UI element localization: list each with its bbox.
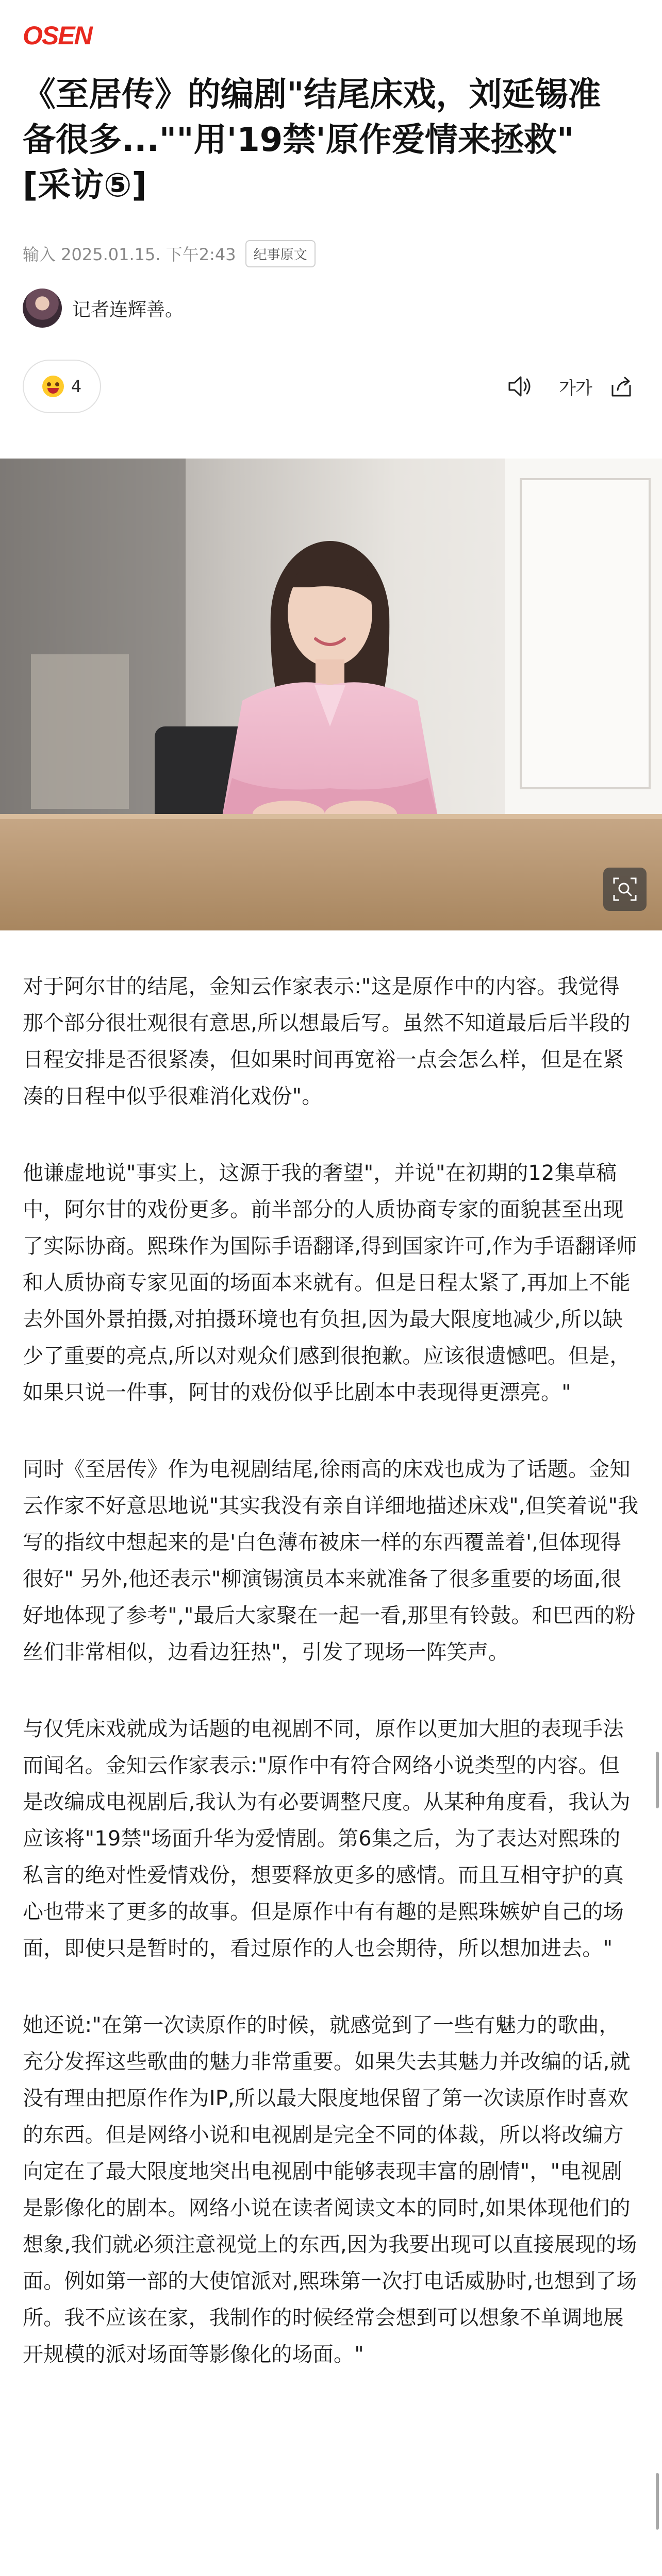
author-avatar <box>23 289 62 328</box>
article-paragraph: 对于阿尔甘的结尾，金知云作家表示:"这是原作中的内容。我觉得那个部分很壮观很有意思,所以想最后写。虽然不知道最后后半段的日程安排是否很紧凑，但如果时间再宽裕一点会怎么样，但是在紧凑的日程中似乎很难消化戏份"。 <box>23 975 631 1108</box>
category-tag[interactable]: 纪事原文 <box>245 240 316 267</box>
scrollbar-thumb-secondary[interactable] <box>656 2473 659 2530</box>
site-header <box>0 0 662 77</box>
article-paragraph: 他谦虚地说"事实上，这源于我的奢望"，并说"在初期的12集草稿中，阿尔甘的戏份更多。前半部分的人质协商专家的面貌甚至出现了实际协商。熙珠作为国际手语翻译,得到国家许可,作为手语翻译师和人质协商专家见面的场面本来就有。但是日程太紧了,再加上不能去外国外景拍摄,对拍摄环境也有负担,因为最大限度地减少,所以缺少了重要的亮点,所以对观众们感到很抱歉。应该很遗憾吧。但是，如果只说一件事，阿甘的戏份似乎比剧本中表现得更漂亮。" <box>23 1161 637 1404</box>
article-title: 《至居传》的编剧"结尾床戏，刘延锡准备很多...""用'19禁'原作爱情来拯救" [采访⑤] <box>23 76 601 205</box>
zoom-button[interactable] <box>603 868 647 911</box>
scrollbar-thumb[interactable] <box>656 1752 659 1808</box>
font-size-icon: 가가 <box>559 378 592 399</box>
share-icon <box>609 375 633 398</box>
reaction-button[interactable] <box>23 360 101 413</box>
reaction-count: 4 <box>71 377 82 396</box>
article-meta <box>23 238 316 269</box>
article-toolbar <box>23 360 639 413</box>
grinning-face-icon <box>42 376 64 397</box>
article-paragraph: 与仅凭床戏就成为话题的电视剧不同，原作以更加大胆的表现手法而闻名。金知云作家表示:"原作中有符合网络小说类型的内容。但是改编成电视剧后,我认为有必要调整尺度。从某种角度看，我认为应该将"19禁"场面升华为爱情剧。第6集之后，为了表达对熙珠的私言的绝对性爱情戏份，想要释放更多的感情。而且互相守护的真心也带来了更多的故事。但是原作中有有趣的是熙珠嫉妒自己的场面，即使只是暂时的，看过原作的人也会期待，所以想加进去。" <box>23 1717 631 1960</box>
speaker-icon <box>507 375 533 398</box>
site-logo[interactable]: OSEN <box>23 21 92 50</box>
article-paragraph: 她还说:"在第一次读原作的时候，就感觉到了一些有魅力的歌曲，充分发挥这些歌曲的魅力非常重要。如果失去其魅力并改编的话,就没有理由把原作作为IP,所以最大限度地保留了第一次读原作时喜欢的东西。但是网络小说和电视剧是完全不同的体裁，所以将改编方向定在了最大限度地突出电视剧中能够表现丰富的剧情"，"电视剧是影像化的剧本。网络小说在读者阅读文本的同时,如果体现他们的想象,我们就必须注意视觉上的东西,因为我要出现可以直接展现的场面。例如第一部的大使馆派对,熙珠第一次打电话威胁时,也想到了场所。我不应该在家，我制作的时候经常会想到可以想象不单调地展开规模的派对场面等影像化的场面。" <box>23 2013 637 2366</box>
author-byline[interactable] <box>23 289 184 328</box>
article-body <box>23 969 639 2413</box>
author-name: 记者连辉善。 <box>72 299 184 320</box>
published-time: 输入 2025.01.15. 下午2:43 <box>23 245 236 264</box>
font-size-button[interactable] <box>555 372 596 401</box>
listen-button[interactable] <box>502 372 538 401</box>
article-paragraph: 同时《至居传》作为电视剧结尾,徐雨高的床戏也成为了话题。金知云作家不好意思地说"其实我没有亲自详细地描述床戏",但笑着说"我写的指纹中想起来的是'白色薄布被床一样的东西覆盖着',但体现得很好" 另外,他还表示"柳演锡演员本来就准备了很多重要的场面,很好地体现了参考","最后大家聚在一起一看,那里有铃鼓。和巴西的粉丝们非常相似，边看边狂热"，引发了现场一阵笑声。 <box>23 1458 639 1664</box>
zoom-icon <box>612 876 638 902</box>
share-button[interactable] <box>603 372 639 401</box>
interview-photo-illustration <box>0 459 662 930</box>
article-photo[interactable] <box>0 459 662 930</box>
